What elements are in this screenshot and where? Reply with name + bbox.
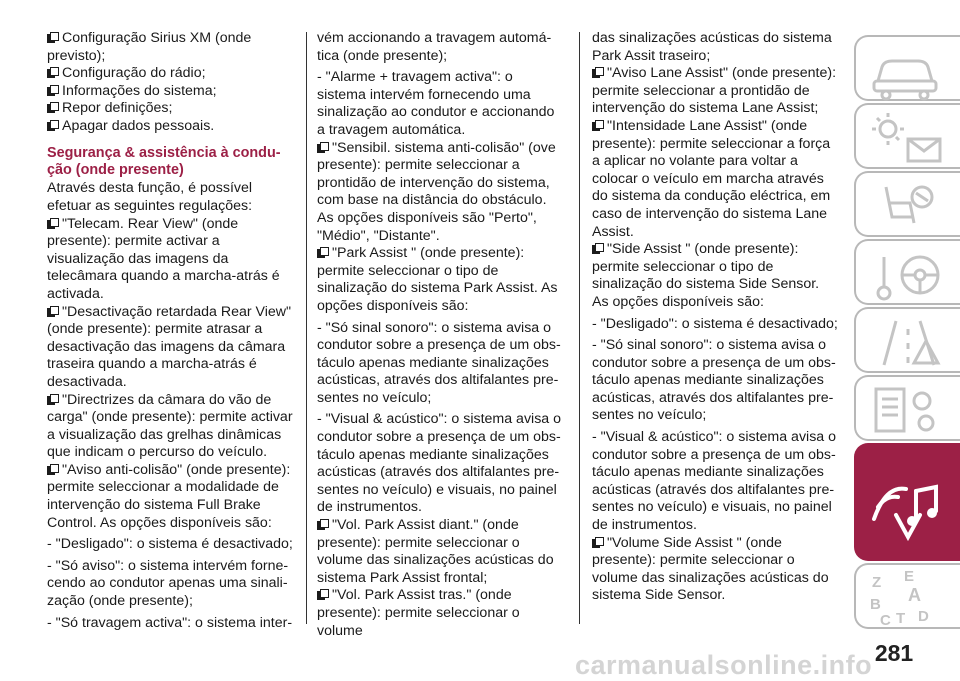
square-bullet-icon: [317, 519, 329, 530]
column-divider: [306, 32, 307, 624]
square-bullet-icon: [592, 67, 604, 78]
square-bullet-icon: [592, 120, 604, 131]
option-paragraph: - "Só travagem activa": o sistema inter-: [47, 614, 293, 631]
option-paragraph: - "Visual & acústico": o sistema avisa o condutor sobre a presença de um obs-táculo apenas mediante sinalizações acústicas (através dos altifalantes pre-sentes no veículo) e visuais, no painel de instrumentos.: [592, 429, 837, 534]
index-letter: D: [918, 608, 929, 625]
option-paragraph: - "Desligado": o sistema é desactivado;: [592, 315, 838, 332]
warning-lights-icon: [856, 105, 960, 171]
index-letter: Z: [872, 574, 882, 591]
page-number: 281: [874, 640, 914, 666]
column-divider: [579, 32, 580, 624]
tab-starting-driving[interactable]: [854, 239, 960, 305]
index-letter: C: [880, 612, 891, 629]
square-bullet-icon: [47, 218, 59, 229]
option-paragraph: das sinalizações acústicas do sistema Park Assit traseiro;: [592, 30, 832, 64]
square-bullet-icon: [317, 589, 329, 600]
square-bullet-icon: [47, 85, 59, 96]
square-bullet-icon: [47, 394, 59, 405]
list-item: Configuração do rádio;: [47, 65, 293, 83]
list-item: "Volume Side Assist " (onde presente): permite seleccionar o volume das sinalizações acústicas do sistema Side Sensor.: [592, 534, 829, 604]
tab-emergency[interactable]: [854, 307, 960, 373]
tab-vehicle[interactable]: [854, 35, 960, 101]
intro-paragraph: Através desta função, é possível efetuar as seguintes regulações:: [47, 180, 253, 214]
option-paragraph: - "Só sinal sonoro": o sistema avisa o condutor sobre a presença de um obs-táculo apenas mediante sinalizações acústicas, através dos altifalantes pre-sentes no veículo;: [592, 337, 836, 424]
option-paragraph: - "Só aviso": o sistema intervém forne-cendo ao condutor apenas uma sinali-zação (onde presente);: [47, 557, 289, 610]
multimedia-music-icon: [856, 445, 960, 563]
option-paragraph: vém accionando a travagem automá-tica (onde presente);: [317, 30, 552, 64]
list-item: "Intensidade Lane Assist" (onde presente): permite seleccionar a força a aplicar no volante para voltar a colocar o veículo em marcha através do sistema da condução eléctrica, em caso de intervenção do sistema Lane Assist.: [592, 117, 831, 240]
alphabetical-index-icon: [856, 565, 960, 631]
option-paragraph: - "Desligado": o sistema é desactivado;: [47, 536, 293, 553]
square-bullet-icon: [47, 120, 59, 131]
square-bullet-icon: [47, 306, 59, 317]
road-warning-icon: [856, 309, 960, 375]
list-item: "Park Assist " (onde presente): permite seleccionar o tipo de sinalização do sistema Park Assist. As opções disponíveis são:: [317, 245, 558, 314]
square-bullet-icon: [317, 247, 329, 258]
square-bullet-icon: [47, 32, 59, 43]
list-item: "Telecam. Rear View" (onde presente): permite activar a visualização das imagens da telecâmara quando a marcha-atrás é activada.: [47, 215, 280, 302]
option-paragraph: - "Só sinal sonoro": o sistema avisa o condutor sobre a presença de um obs-táculo apenas mediante sinalizações acústicas, através dos altifalantes pre-sentes no veículo;: [317, 319, 561, 406]
list-item: "Side Assist " (onde presente): permite seleccionar o tipo de sinalização do sistema Side Sensor. As opções disponíveis são:: [592, 241, 820, 310]
list-item: "Aviso Lane Assist" (onde presente): permite seleccionar a prontidão de intervenção do sistema Lane Assist;: [592, 65, 837, 117]
key-steering-wheel-icon: [856, 241, 960, 307]
airbag-seat-icon: [856, 173, 960, 239]
list-item: Apagar dados pessoais.: [47, 118, 293, 136]
car-icon: [856, 37, 960, 103]
list-item: "Vol. Park Assist tras." (onde presente): permite seleccionar o volume: [317, 587, 520, 639]
square-bullet-icon: [592, 537, 604, 548]
option-paragraph: - "Alarme + travagem activa": o sistema intervém fornecendo uma sinalização ao condutor e accionando a travagem automática.: [317, 69, 555, 138]
square-bullet-icon: [47, 67, 59, 78]
index-letter: A: [908, 585, 921, 605]
list-item: Repor definições;: [47, 100, 293, 118]
square-bullet-icon: [47, 102, 59, 113]
list-item: Configuração Sirius XM (onde previsto);: [47, 30, 252, 64]
list-item: Informações do sistema;: [47, 83, 293, 101]
section-heading: Segurança & assistência à condu-ção (onde presente): [47, 144, 281, 178]
index-letter: T: [896, 610, 906, 627]
tab-maintenance[interactable]: [854, 375, 960, 441]
list-item: "Desactivação retardada Rear View" (onde presente): permite atrasar a desactivação das imagens da câmara traseira quando a marcha-atrás é desactivada.: [47, 303, 292, 390]
list-item: "Aviso anti-colisão" (onde presente): permite seleccionar a modalidade de intervenção do sistema Full Brake Control. As opções disponíveis são:: [47, 461, 291, 531]
text-column-3: [592, 30, 838, 605]
text-column-2: [317, 30, 563, 640]
list-item: "Directrizes da câmara do vão de carga" (onde presente): permite activar a visualização das grelhas dinâmicas que indicam o percurso do veículo.: [47, 391, 293, 461]
square-bullet-icon: [47, 464, 59, 475]
tab-multimedia[interactable]: [854, 443, 960, 561]
tab-safety[interactable]: [854, 171, 960, 237]
tab-index[interactable]: [854, 563, 960, 629]
maintenance-gears-icon: [856, 377, 960, 443]
square-bullet-icon: [592, 243, 604, 254]
index-letter: E: [904, 568, 915, 585]
list-item: "Sensibil. sistema anti-colisão" (ove presente): permite seleccionar a prontidão de intervenção do sistema, com base na distância do obstáculo. As opções disponíveis são "Perto", "Médio", "Distante".: [317, 139, 556, 244]
index-letter: B: [870, 596, 881, 613]
list-item: "Vol. Park Assist diant." (onde presente): permite seleccionar o volume das sinalizações acústicas do sistema Park Assist frontal;: [317, 517, 554, 586]
option-paragraph: - "Visual & acústico": o sistema avisa o condutor sobre a presença de um obs-táculo apenas mediante sinalizações acústicas (através dos altifalantes pre-sentes no veículo) e visuais, no painel de instrumentos.: [317, 411, 562, 516]
square-bullet-icon: [317, 142, 329, 153]
watermark: carmanualsonline.info: [575, 650, 873, 680]
text-column-1: [47, 30, 293, 632]
tab-warning-lights[interactable]: [854, 103, 960, 169]
